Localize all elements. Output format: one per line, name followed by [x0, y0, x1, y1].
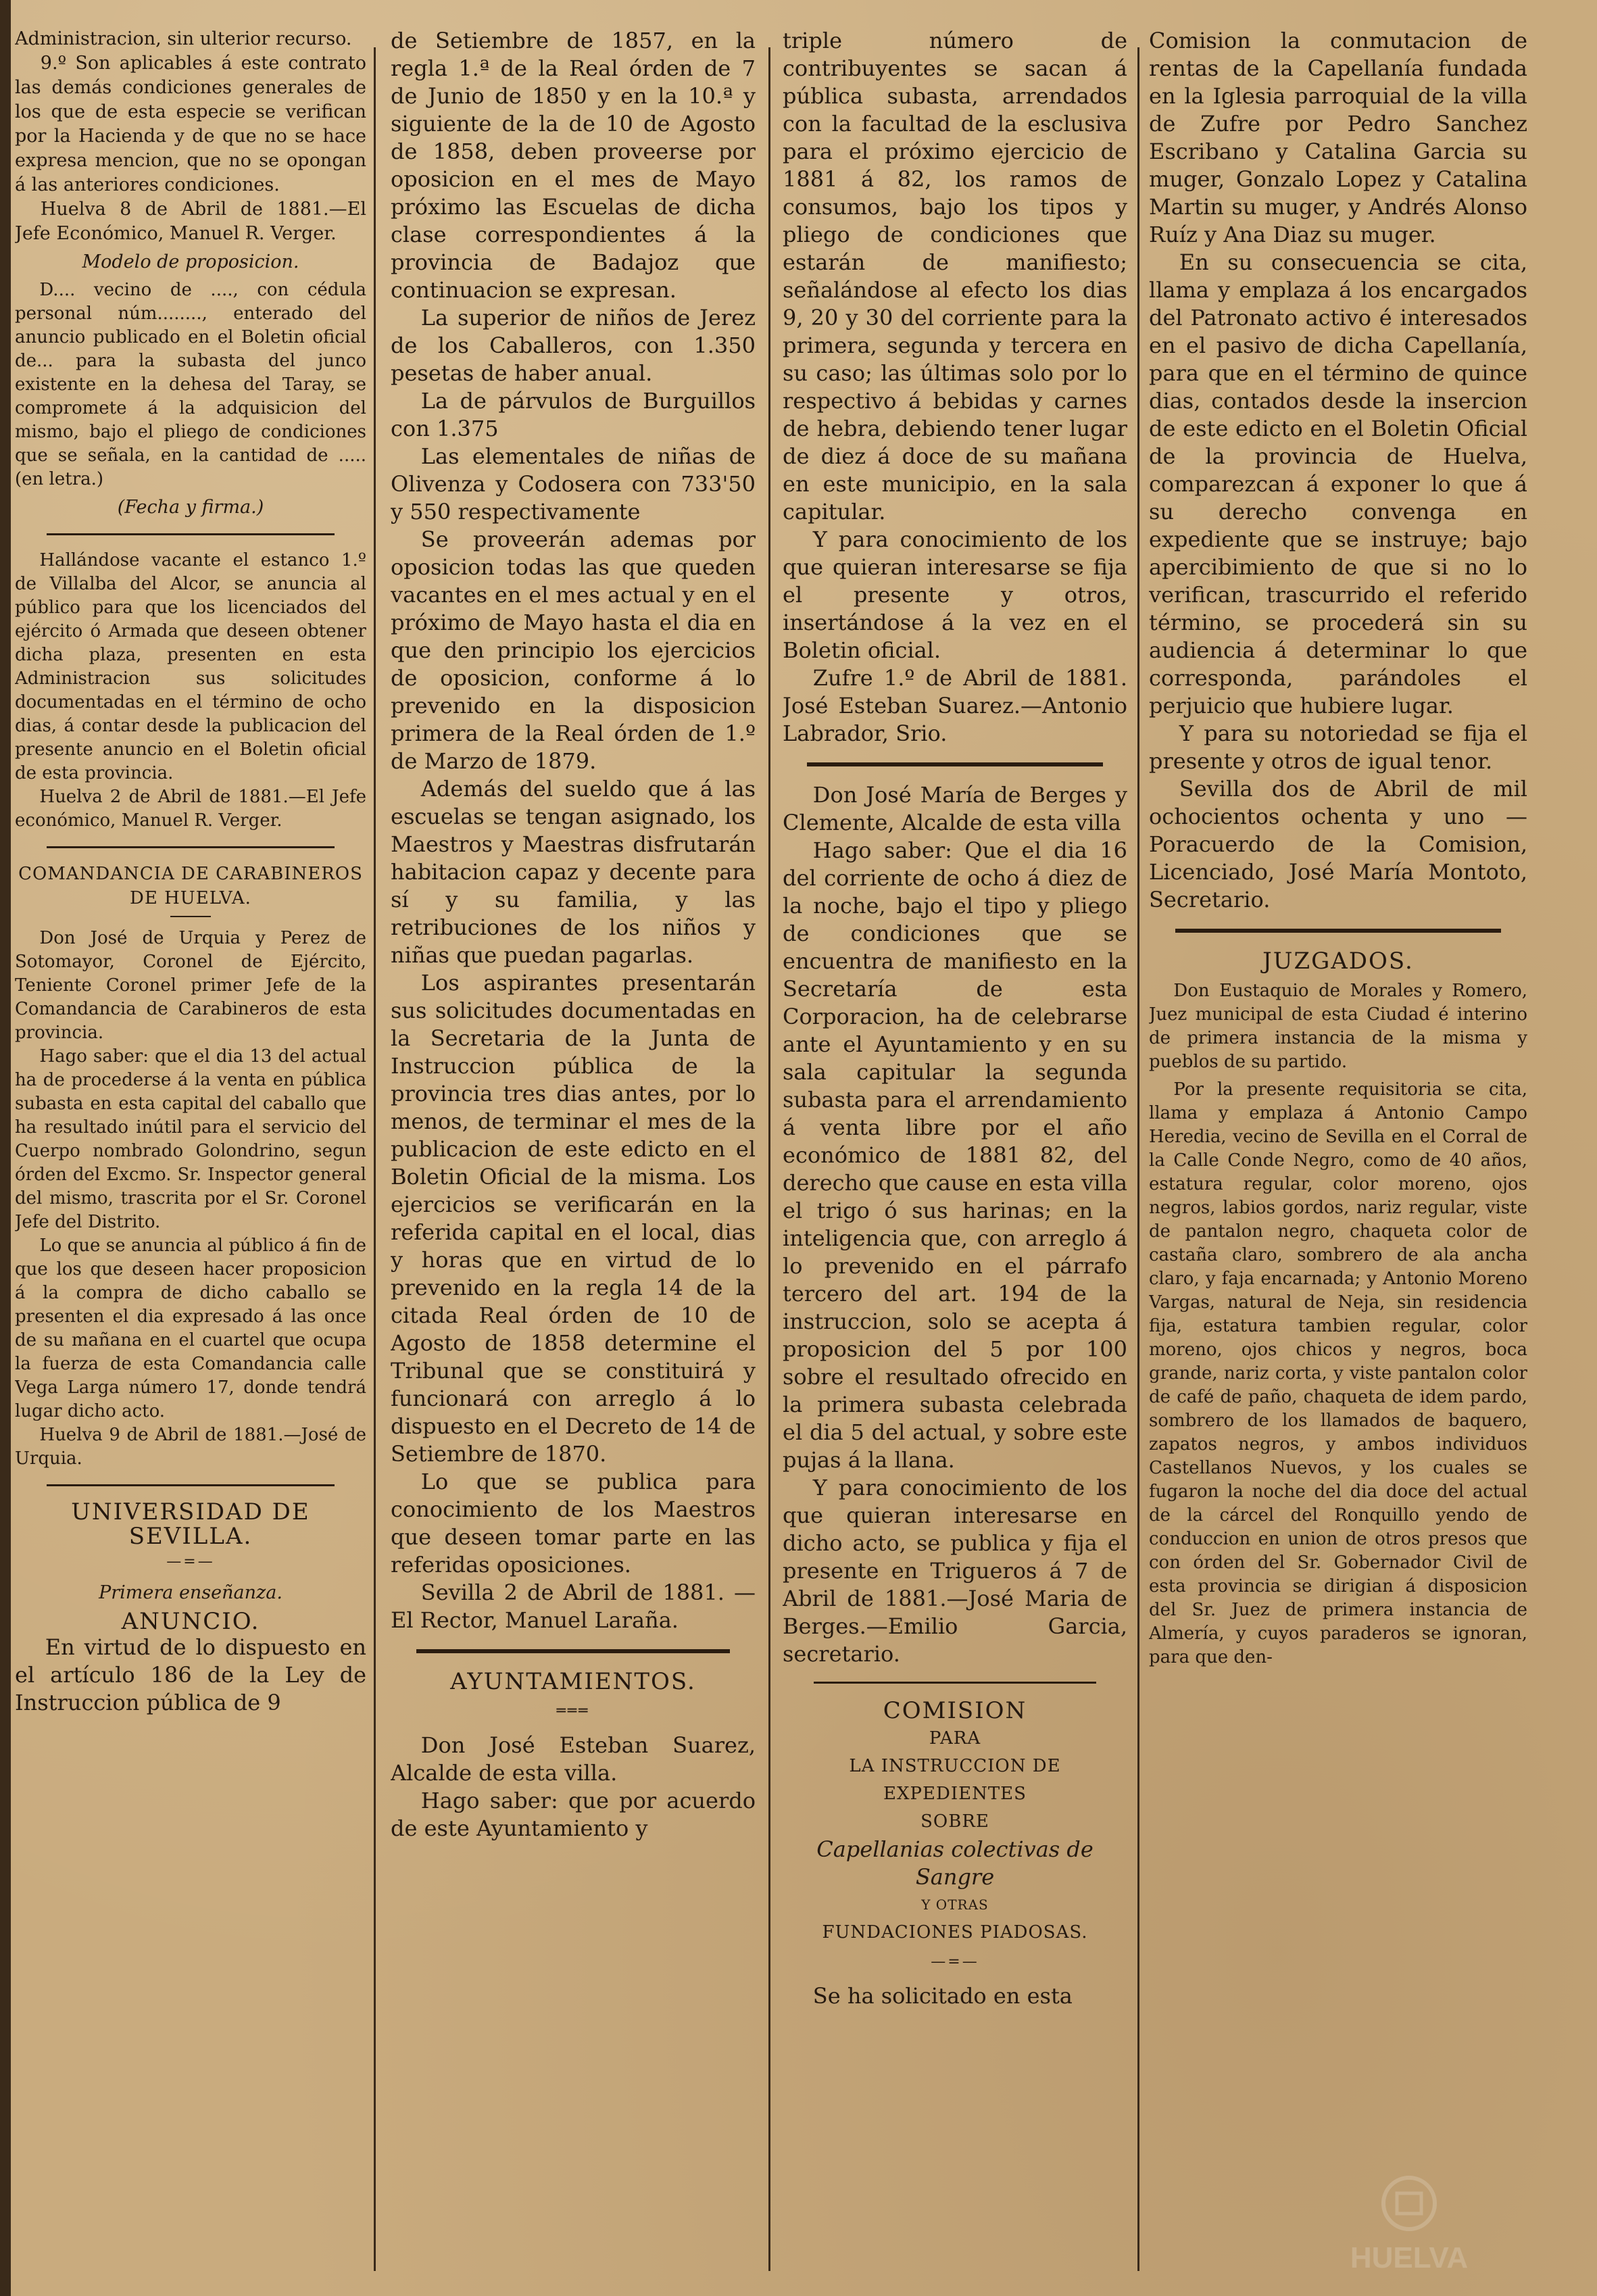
ayuntamientos-title: AYUNTAMIENTOS.	[450, 1668, 696, 1695]
oposiciones-continuation: de Setiembre de 1857, en la regla 1.ª de la Real órden de 7 de Junio de 1850 y en la 10.ª y siguiente de la de 10 de Agosto de 1858, deben proveerse por oposicion en el mes de Mayo próximo las Escuelas de dicha clase correspondientes á la provincia de Badajoz que continuacion se expresan.	[391, 28, 756, 303]
comision-sobre: SOBRE	[920, 1811, 989, 1832]
comision-para: PARA	[929, 1728, 981, 1749]
page-edge	[0, 0, 11, 2296]
signature-urquia: Huelva 9 de Abril de 1881.—José de Urquia.	[15, 1425, 366, 1469]
column-rule	[1137, 47, 1139, 2271]
ornament: ═══	[556, 1703, 590, 1719]
fecha-firma: (Fecha y firma.)	[117, 497, 264, 518]
anuncio-title: ANUNCIO.	[121, 1608, 260, 1635]
escuela-parvulos: La de párvulos de Burguillos con 1.375	[391, 388, 756, 441]
primera-ensenanza: Primera enseñanza.	[99, 1582, 282, 1603]
column-rule	[374, 47, 376, 2271]
escuela-superior: La superior de niños de Jerez de los Caballeros, con 1.350 pesetas de haber anual.	[391, 305, 756, 386]
comision-title: COMISION	[883, 1697, 1027, 1724]
ornament: —=—	[931, 1953, 979, 1970]
separator	[47, 533, 335, 535]
column-2	[391, 27, 756, 2271]
short-dash	[170, 916, 211, 917]
notoriedad-paragraph: Y para su notoriedad se fija el presente y otros de igual tenor.	[1149, 720, 1527, 774]
hago-saber-zufre: Hago saber: que por acuerdo de este Ayuntamiento y	[391, 1788, 756, 1841]
comandancia-subtitle: DE HUELVA.	[130, 888, 251, 908]
urquia-intro: Don José de Urquia y Perez de Sotomayor, Coronel de Ejército, Teniente Coronel primer Jefe de la Comandancia de Carabineros de esta provincia.	[15, 928, 366, 1043]
requisitoria-paragraph: Por la presente requisitoria se cita, llama y emplaza á Antonio Campo Heredia, vecino de Sevilla en el Corral de la Calle Conde Negro, como de 40 años, estatura regular, color moreno, ojos negros, labios gordos, nariz regular, viste de pantalon negro, chaqueta color de castaña claro, sombrero de ala ancha claro, y faja encarnada; y Antonio Moreno Vargas, natural de Neja, sin residencia fija, estatura tambien regular, color moreno, ojos chicos y negros, boca grande, nariz corta, y viste pantalon color de café de paño, chaqueta de idem pardo, sombrero de los llamados de baquero, zapatos negros, y ambos individuos Castellanos Nuevos, y los cuales se fugaron la noche del dia doce del actual de la cárcel del Ronquillo yendo de conduccion en union de otros presos que con órden del Sr. Gobernador Civil de esta provincia se dirigian á disposicion del Sr. Juez de primera instancia de Almería, y cuyos paraderos se ignoran, para que den-	[1149, 1079, 1527, 1667]
comision-line: LA INSTRUCCION DE EXPEDIENTES	[849, 1756, 1061, 1804]
escuelas-elementales: Las elementales de niñas de Olivenza y Codosera con 733'50 y 550 respectivamente	[391, 443, 756, 524]
comision-otras: Y OTRAS	[921, 1897, 989, 1913]
column-1	[15, 27, 366, 2271]
signature-zufre: Zufre 1.º de Abril de 1881. José Esteban Suarez.—Antonio Labrador, Srio.	[783, 665, 1127, 746]
estanco-notice: Hallándose vacante el estanco 1.º de Villalba del Alcor, se anuncia al público para que los licenciados del ejército ó Armada que deseen obtener dicha plaza, presenten en esta Administracion sus solicitudes documentadas en el término de ocho dias, á contar desde la publicacion del presente anuncio en el Boletin oficial de esta provincia.	[15, 550, 366, 783]
hago-saber-subasta-caballo: Hago saber: que el dia 13 del actual ha de procederse á la venta en pública subasta en esta capital del caballo que ha resultado inútil para el servicio del Cuerpo nombrado Golondrino, segun órden del Excmo. Sr. Inspector general del mismo, trascrita por el Sr. Coronel Jefe del Distrito.	[15, 1046, 366, 1232]
sueldo-paragraph: Además del sueldo que á las escuelas se tengan asignado, los Maestros y Maestras disfrutarán habitacion capaz y decente para sí y su familia, y las retribuciones de los niños y niñas que puedan pagarlas.	[391, 776, 756, 968]
column-4	[1149, 27, 1527, 2271]
consumos-continuation: triple número de contribuyentes se sacan á pública subasta, arrendados con la facultad de la esclusiva para el próximo ejercicio de 1881 á 82, los ramos de consumos, bajo los tipos y pliego de condiciones que estarán de manifiesto; señalándose al efecto los dias 9, 20 y 30 del corriente para la primera, segunda y tercera en su caso; las últimas solo por lo respectivo á bebidas y carnes de hebra, debiendo tener lugar de diez á doce de su mañana en este municipio, en la sala capitular.	[783, 28, 1127, 524]
capellania-continuation: Comision la conmutacion de rentas de la Capellanía fundada en la Iglesia parroquial de la villa de Zufre por Pedro Sanchez Escribano y Catalina Garcia su muger, Gonzalo Lopez y Catalina Martin su muger, y Andrés Alonso Ruíz y Ana Diaz su muger.	[1149, 28, 1527, 247]
article-9: 9.º Son aplicables á este contrato las demás condiciones generales de los que de esta especie se verifican por la Hacienda y de que no se hace expresa mencion, que no se opongan á las anteriores condiciones.	[15, 53, 366, 195]
column-rule	[768, 47, 770, 2271]
comision-fundaciones: FUNDACIONES PIADOSAS.	[822, 1922, 1088, 1943]
signature-verger-1: Huelva 8 de Abril de 1881.—El Jefe Económico, Manuel R. Verger.	[15, 199, 366, 244]
separator	[1175, 929, 1501, 933]
separator	[47, 1484, 335, 1486]
para-conocimiento-trigueros: Y para conocimiento de los que quieran interesarse en dicho acto, se publica y fija el presente en Trigueros á 7 de Abril de 1881.—José Maria de Berges.—Emilio Garcia, secretario.	[783, 1475, 1127, 1667]
suarez-intro: Don José Esteban Suarez, Alcalde de esta villa.	[391, 1732, 756, 1786]
signature-comision: Sevilla dos de Abril de mil ochocientos ochenta y uno —Poracuerdo de la Comision, Licenciado, José María Montoto, Secretario.	[1149, 776, 1527, 912]
juzgados-title: JUZGADOS.	[1262, 948, 1414, 975]
modelo-text: D.... vecino de ...., con cédula personal núm........, enterado del anuncio publicado en el Boletin oficial de... para la subasta del junco existente en la dehesa del Taray, se compromete á la adquisicion del mismo, bajo el pliego de condiciones que se señala, en la cantidad de ..... (en letra.)	[15, 280, 366, 489]
stamp-text: HUELVA	[1350, 2241, 1469, 2274]
comision-text-start: Se ha solicitado en esta	[812, 1983, 1073, 2009]
para-conocimiento-zufre: Y para conocimiento de los que quieran interesarse se fija el presente y otros, insertándose á la vez en el Boletin oficial.	[783, 527, 1127, 663]
separator	[416, 1649, 730, 1653]
universidad-title: UNIVERSIDAD DE SEVILLA.	[71, 1498, 310, 1550]
consecuencia-paragraph: En su consecuencia se cita, llama y emplaza á los encargados del Patronato activo é interesados en el pasivo de dicha Capellanía, para que en el término de quince dias, contados desde la insercion de este edicto en el Boletin Oficial de la provincia de Huelva, comparezcan á exponer lo que á su derecho convenga en expediente que se instruye; bajo apercibimiento de que si no lo verifican, trascurrido el referido término, se procederá sin su audiencia á determinar lo que corresponda, parándoles el perjuicio que hubiere lugar.	[1149, 249, 1527, 718]
separator	[47, 846, 335, 848]
library-stamp-logo	[1321, 2166, 1497, 2288]
publica-paragraph: Lo que se publica para conocimiento de los Maestros que deseen tomar parte en las referidas oposiciones.	[391, 1469, 756, 1578]
berges-intro: Don José María de Berges y Clemente, Alcalde de esta villa	[783, 782, 1127, 835]
anuncio-start: En virtud de lo dispuesto en el artículo 186 de la Ley de Instruccion pública de 9	[15, 1634, 366, 1715]
aspirantes-paragraph: Los aspirantes presentarán sus solicitudes documentadas en la Secretaria de la Junta de Instruccion pública de la provincia tres dias antes, por lo menos, de terminar el mes de la publicacion de este edicto en el Boletin Oficial de la misma. Los ejercicios se verificarán en la referida capital en el local, dias y horas que en virtud de lo prevenido en la regla 14 de la citada Real órden de 10 de Agosto de 1858 determine el Tribunal que se constituirá y funcionará con arreglo á lo dispuesto en el Decreto de 14 de Setiembre de 1870.	[391, 970, 756, 1467]
column-3	[783, 27, 1127, 2271]
hago-saber-trigueros: Hago saber: Que el dia 16 del corriente de ocho á diez de la noche, bajo el tipo y pliego de condiciones que se encuentra de manifiesto en la Secretaría de esta Corporacion, ha de celebrarse ante el Ayuntamiento y en su sala capitular la segunda subasta para el arrendamiento á venta libre por el año económico de 1881 82, del derecho que cause en esta villa el trigo ó sus harinas; en la inteligencia que, con arreglo á lo prevenido en el párrafo tercero del art. 194 de la instruccion, solo se acepta á proposicion del 5 por 100 sobre el resultado ofrecido en la primera subasta celebrada el dia 5 del actual, y sobre este pujas á la llana.	[783, 837, 1127, 1473]
modelo-title: Modelo de proposicion.	[82, 251, 299, 272]
ornament: —=—	[166, 1553, 215, 1570]
admin-continuation: Administracion, sin ulterior recurso.	[15, 28, 352, 49]
proveeran-vacantes: Se proveerán ademas por oposicion todas las que queden vacantes en el mes actual y en el próximo de Mayo hasta el dia en que den principio los ejercicios de oposicion, conforme á lo prevenido en la disposicion primera de la Real órden de 1.º de Marzo de 1879.	[391, 527, 756, 774]
separator	[807, 762, 1104, 766]
comandancia-title: COMANDANCIA DE CARABINEROS	[18, 864, 363, 884]
separator	[814, 1682, 1096, 1684]
signature-verger-2: Huelva 2 de Abril de 1881.—El Jefe económico, Manuel R. Verger.	[15, 787, 366, 831]
signature-rector: Sevilla 2 de Abril de 1881. —El Rector, Manuel Laraña.	[391, 1580, 756, 1633]
lo-que-anuncia: Lo que se anuncia al público á fin de que los que deseen hacer proposicion á la compra de dicho caballo se presenten el dia expresado á las once de su mañana en el cuartel que ocupa la fuerza de esta Comandancia calle Vega Larga número 17, donde tendrá lugar dicho acto.	[15, 1236, 366, 1421]
comision-capellanias: Capellanias colectivas de Sangre	[816, 1836, 1094, 1890]
morales-intro: Don Eustaquio de Morales y Romero, Juez municipal de esta Ciudad é interino de primera instancia de la misma y pueblos de su partido.	[1149, 981, 1527, 1072]
